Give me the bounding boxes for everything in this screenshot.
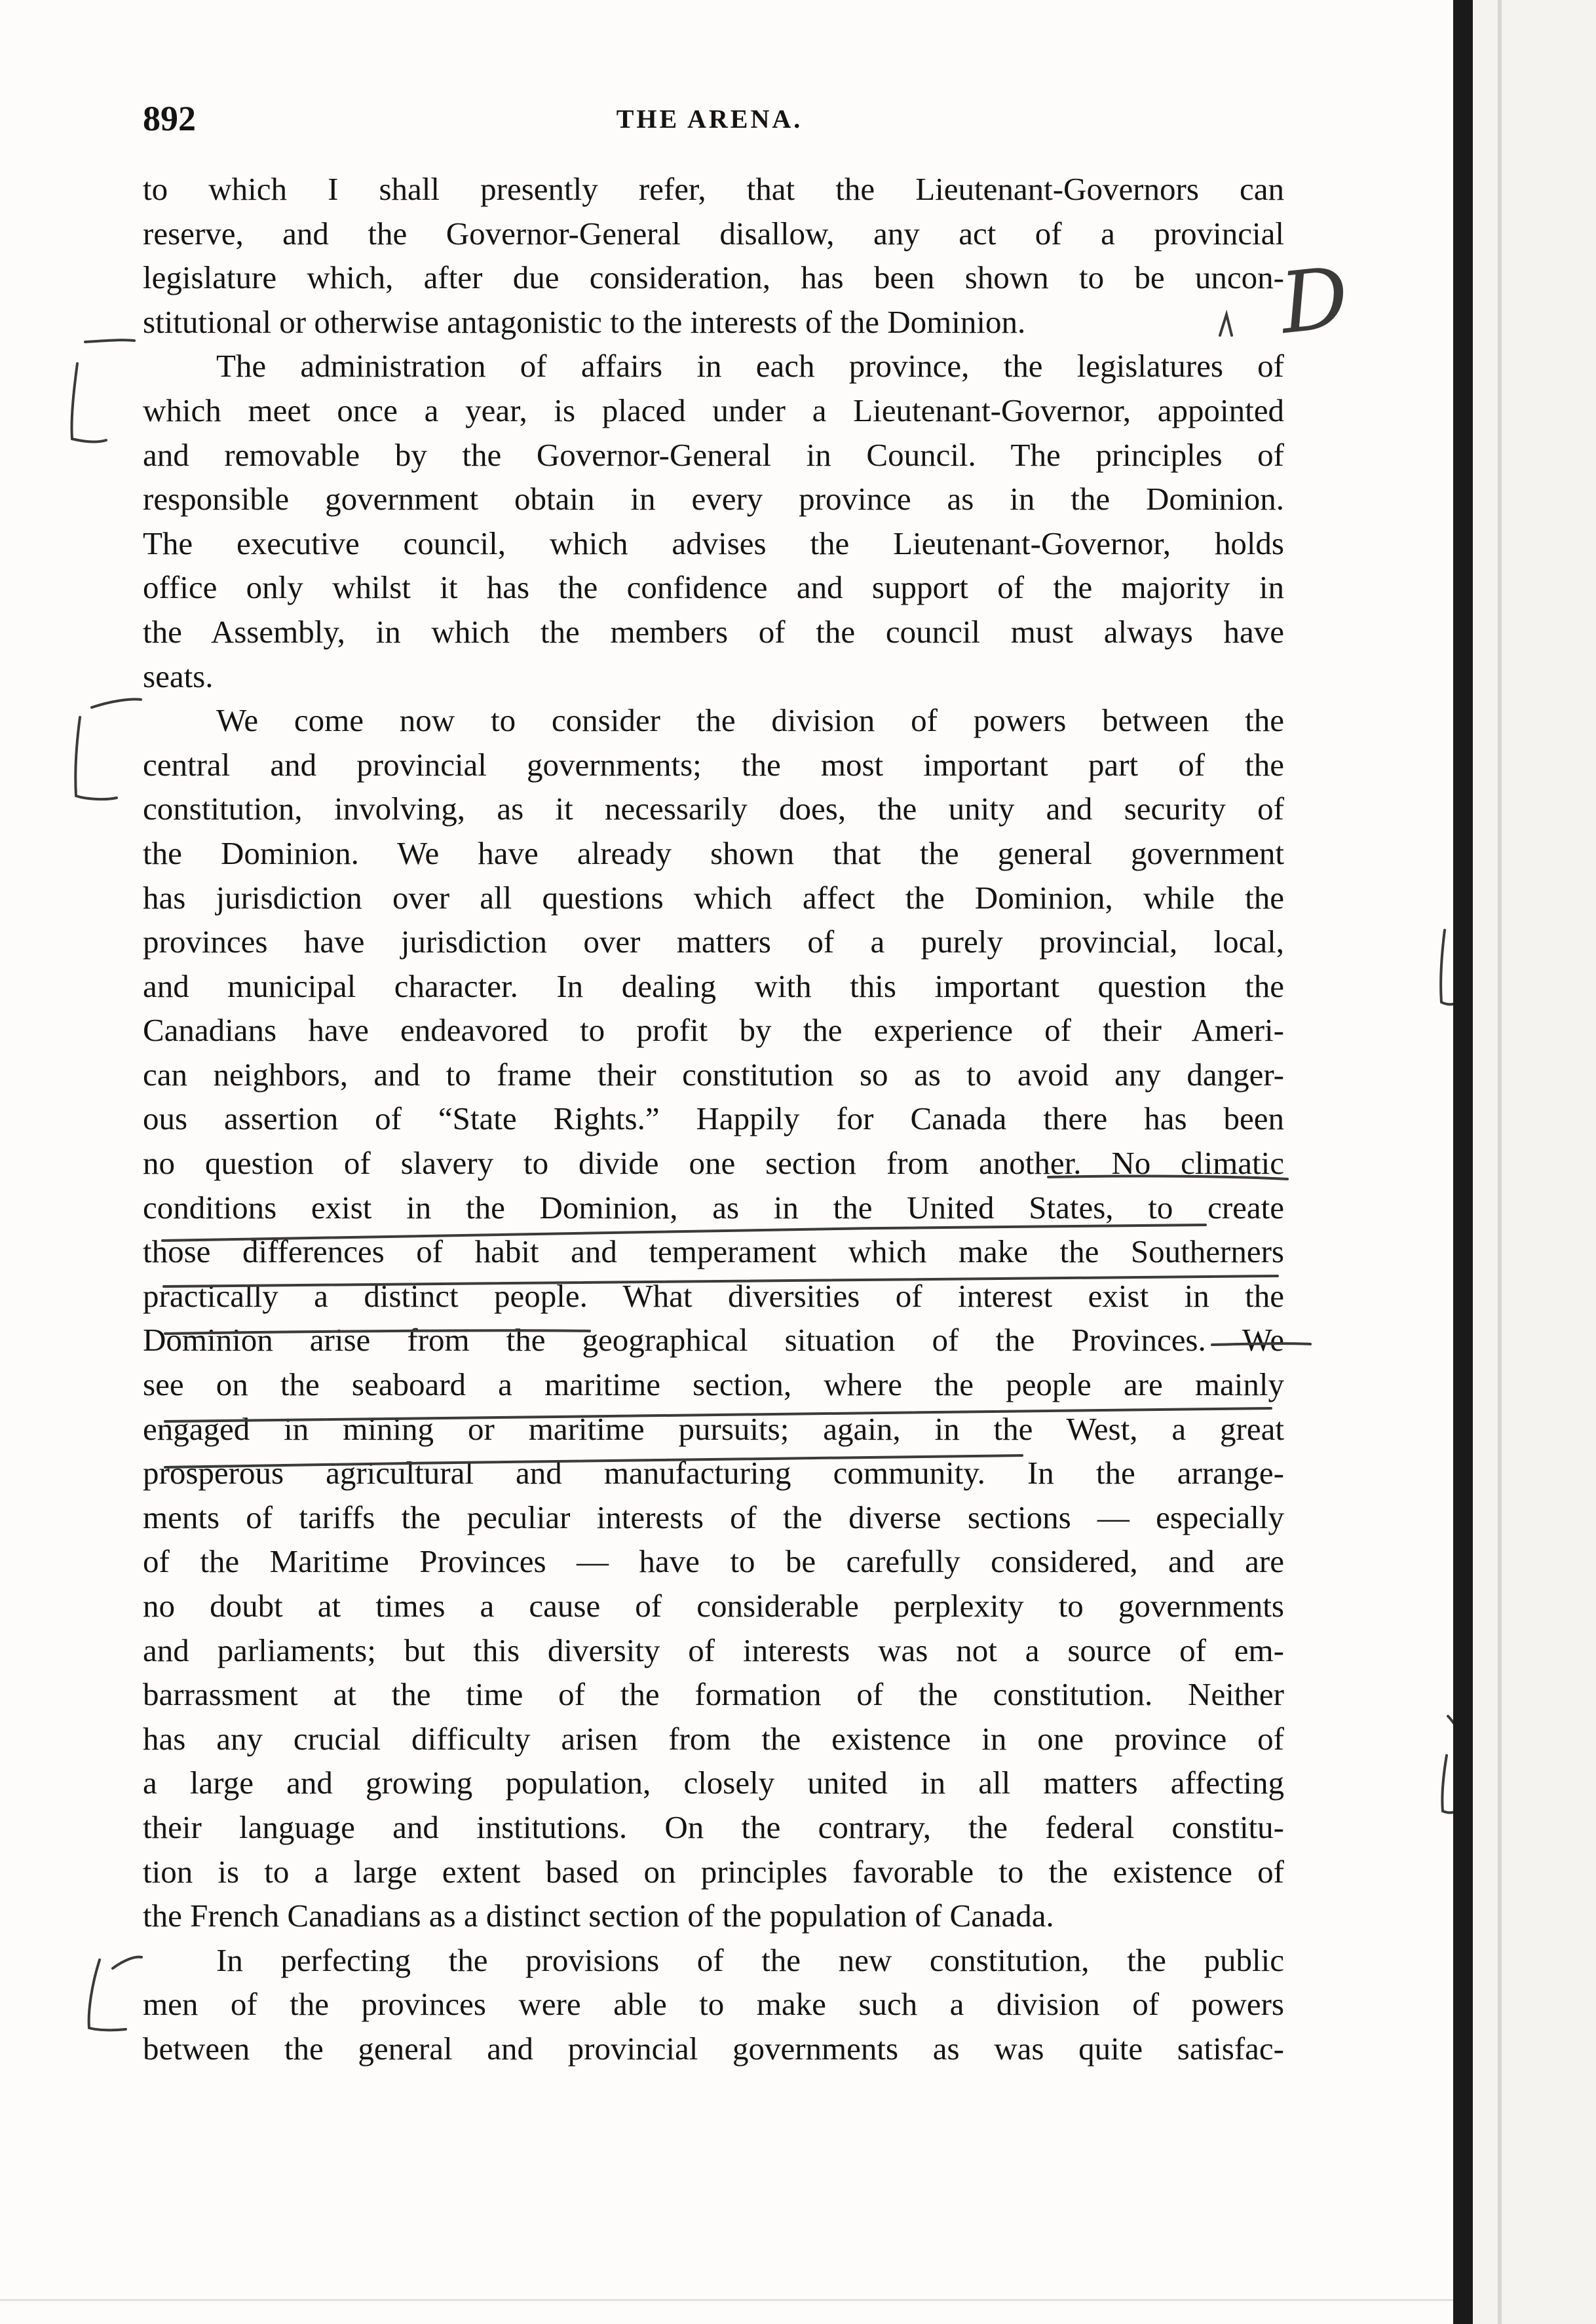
text-line: reserve, and the Governor-General disallow, any act of a provincial <box>143 215 1284 252</box>
text-line: provinces have jurisdiction over matters of a purely provincial, local, <box>143 924 1284 960</box>
running-head: THE ARENA. <box>616 104 803 134</box>
text-line: office only whilst it has the confidence and support of the majority in <box>143 569 1284 606</box>
margin-bracket <box>1441 930 1454 1004</box>
text-line: responsible government obtain in every province as in the Dominion. <box>143 481 1284 517</box>
margin-bracket <box>113 1957 142 1968</box>
text-line: no question of slavery to divide one section from another. No climatic <box>143 1145 1284 1182</box>
text-line: prosperous agricultural and manufacturing community. In the arrange- <box>143 1455 1284 1491</box>
pencil-underline <box>1048 1176 1287 1179</box>
text-line: has jurisdiction over all questions which affect the Dominion, while the <box>143 879 1284 916</box>
book-spine-shadow <box>1453 0 1473 2324</box>
margin-bracket <box>71 364 106 441</box>
text-line: can neighbors, and to frame their constitution so as to avoid any danger- <box>143 1056 1284 1093</box>
text-line: Dominion arise from the geographical situation of the Provinces. We <box>143 1322 1284 1359</box>
paragraph-start-line: In perfecting the provisions of the new constitution, the public <box>216 1941 1284 1978</box>
margin-letter: D <box>1276 249 1354 353</box>
text-line: to which I shall presently refer, that the Lieutenant-Governors can <box>143 171 1284 207</box>
text-line: conditions exist in the Dominion, as in the United States, to create <box>143 1189 1284 1226</box>
text-line: seats. <box>143 658 214 694</box>
text-line: their language and institutions. On the contrary, the federal constitu- <box>143 1809 1284 1845</box>
text-line: central and provincial governments; the most important part of the <box>143 746 1284 783</box>
text-line: ous assertion of “State Rights.” Happily for Canada there has been <box>143 1100 1284 1137</box>
paragraph-start-line: We come now to consider the division of powers between the <box>216 702 1284 739</box>
pencil-underline <box>162 1225 1206 1241</box>
text-line: and municipal character. In dealing with this important question the <box>143 967 1284 1004</box>
text-line: the Dominion. We have already shown that the general government <box>143 834 1284 871</box>
text-line: see on the seaboard a maritime section, where the people are mainly <box>143 1366 1284 1403</box>
text-line: of the Maritime Provinces — have to be carefully considered, and are <box>143 1543 1284 1580</box>
text-line: men of the provinces were able to make such a division of powers <box>143 1986 1284 2023</box>
pencil-underline <box>164 1276 1278 1286</box>
pencil-underline <box>165 1408 1271 1421</box>
pencil-underline <box>165 1455 1022 1467</box>
margin-bracket <box>75 717 117 799</box>
text-line: those differences of habit and temperament which make the Southerners <box>143 1233 1284 1270</box>
text-line: The executive council, which advises the Lieutenant-Governor, holds <box>143 525 1284 561</box>
page-number: 892 <box>143 99 196 138</box>
text-line: ments of tariffs the peculiar interests of the diverse sections — especially <box>143 1499 1284 1535</box>
margin-bracket <box>89 1960 126 2030</box>
text-line: engaged in mining or maritime pursuits; again, in the West, a great <box>143 1410 1284 1447</box>
pencil-underline <box>1212 1343 1310 1345</box>
text-line: stitutional or otherwise antagonistic to the interests of the Dominion. <box>143 303 1026 340</box>
text-line: which meet once a year, is placed under a Lieutenant-Governor, appointed <box>143 392 1284 428</box>
text-line: practically a distinct people. What diversities of interest exist in the <box>143 1277 1284 1314</box>
text-line: the French Canadians as a distinct section of the population of Canada. <box>143 1898 1054 1934</box>
scan-artifact <box>0 2299 1454 2301</box>
adjacent-page <box>1473 0 1596 2324</box>
text-line: no doubt at times a cause of considerable perplexity to governments <box>143 1588 1284 1624</box>
text-line: and removable by the Governor-General in Council. The principles of <box>143 436 1284 473</box>
text-line: legislature which, after due consideration, has been shown to be uncon- <box>143 259 1284 296</box>
text-line: the Assembly, in which the members of the council must always have <box>143 613 1284 650</box>
pencil-underline <box>165 1330 590 1334</box>
paragraph-start-line: The administration of affairs in each province, the legislatures of <box>216 348 1284 384</box>
text-line: Canadians have endeavored to profit by the experience of their Ameri- <box>143 1012 1284 1049</box>
adjacent-page-edge <box>1498 0 1502 2324</box>
text-line: tion is to a large extent based on principles favorable to the existence of <box>143 1853 1284 1890</box>
text-line: barrassment at the time of the formation of the constitution. Neither <box>143 1676 1284 1713</box>
margin-bracket <box>92 700 141 708</box>
text-line: and parliaments; but this diversity of interests was not a source of em- <box>143 1632 1284 1668</box>
text-line: between the general and provincial governments as was quite satisfac- <box>143 2030 1284 2067</box>
text-line: constitution, involving, as it necessarily does, the unity and security of <box>143 791 1284 827</box>
insertion-caret <box>1220 314 1232 335</box>
margin-bracket <box>85 340 134 342</box>
text-line: a large and growing population, closely united in all matters affecting <box>143 1765 1284 1801</box>
text-line: has any crucial difficulty arisen from the existence in one province of <box>143 1720 1284 1757</box>
